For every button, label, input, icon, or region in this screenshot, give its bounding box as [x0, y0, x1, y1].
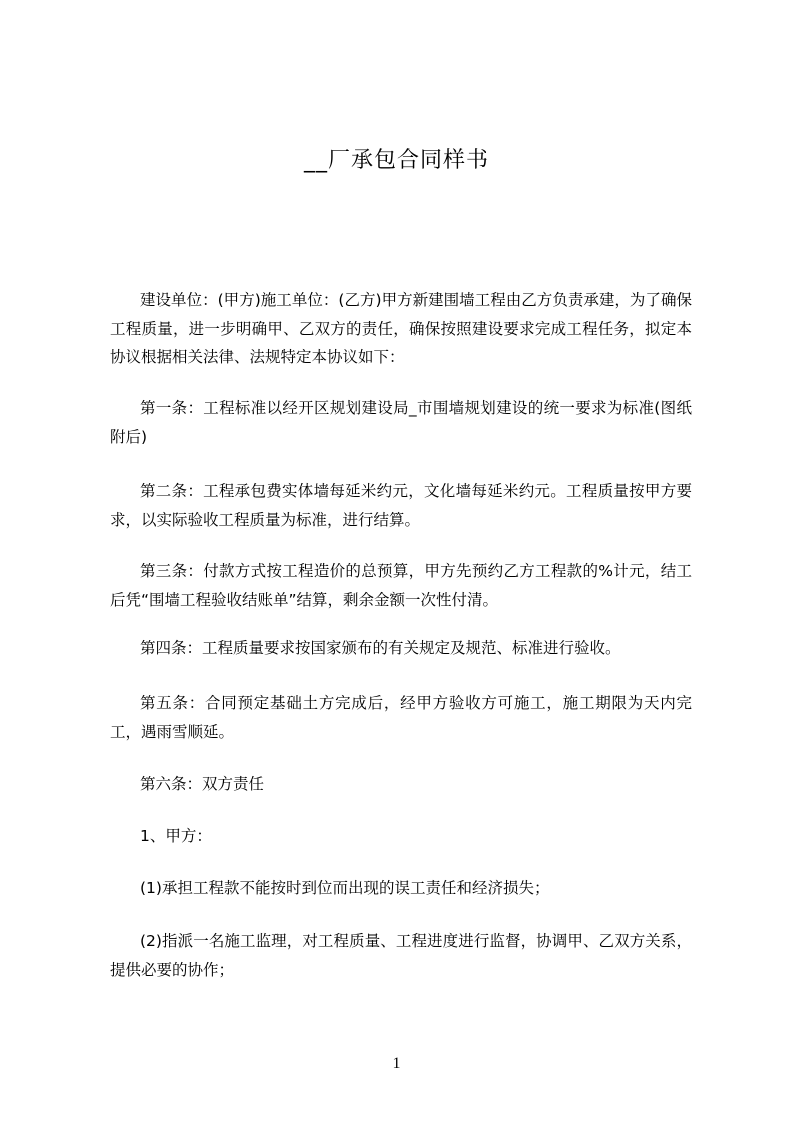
- document-title: __厂承包合同样书: [303, 148, 489, 173]
- paragraph-item-2: (2)指派一名施工监理，对工程质量、工程进度进行监督，协调甲、乙双方关系，提供必要的协作；: [110, 932, 692, 979]
- paragraph-article-6: 第六条：双方责任: [140, 775, 265, 793]
- paragraph-intro: 建设单位：(甲方)施工单位：(乙方)甲方新建围墙工程由乙方负责承建，为了确保工程质量，进一步明确甲、乙双方的责任，确保按照建设要求完成工程任务，拟定本协议根据相关法律、法规特定本协议如下：: [110, 291, 692, 366]
- paragraph-article-3: 第三条：付款方式按工程造价的总预算，甲方先预约乙方工程款的%计元，结工后凭“围墙工程验收结账单”结算，剩余金额一次性付清。: [110, 562, 692, 609]
- paragraph-item-1: (1)承担工程款不能按时到位而出现的误工责任和经济损失；: [140, 879, 550, 897]
- paragraph-article-5: 第五条：合同预定基础土方完成后，经甲方验收方可施工，施工期限为天内完工，遇雨雪顺延。: [110, 694, 692, 741]
- paragraph-party-a: 1、甲方：: [140, 827, 212, 845]
- page-number: 1: [392, 1055, 401, 1072]
- paragraph-article-4: 第四条：工程质量要求按国家颁布的有关规定及规范、标准进行验收。: [140, 639, 621, 657]
- paragraph-article-1: 第一条：工程标准以经开区规划建设局_市围墙规划建设的统一要求为标准(图纸附后): [110, 399, 692, 446]
- paragraph-article-2: 第二条：工程承包费实体墙每延米约元，文化墙每延米约元。工程质量按甲方要求，以实际验收工程质量为标准，进行结算。: [110, 482, 692, 529]
